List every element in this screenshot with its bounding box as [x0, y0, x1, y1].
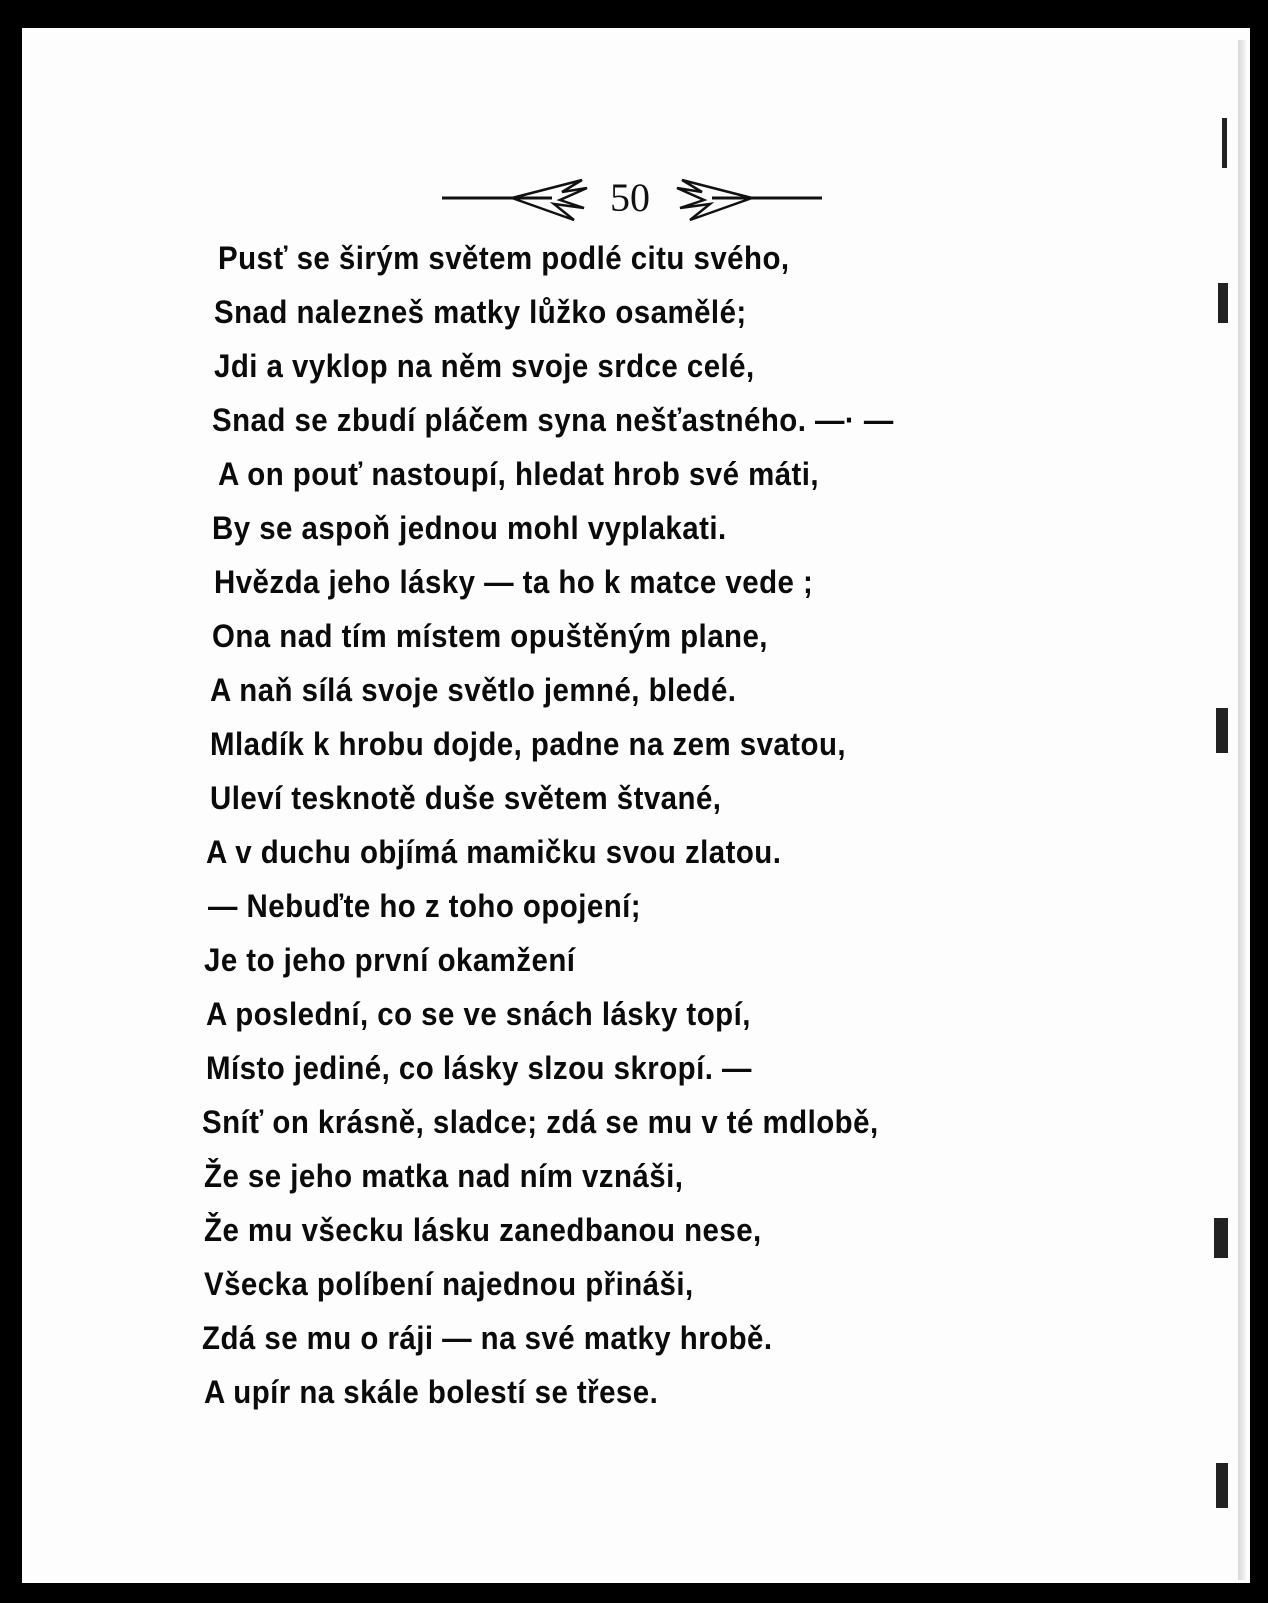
binding-mark	[1218, 283, 1228, 323]
paper-sheet	[22, 28, 1250, 1583]
poem-line: Snad se zbudí pláčem syna nešťastného. —· —	[212, 402, 894, 438]
poem-line: Snad nalezneš matky lůžko osamělé;	[214, 294, 747, 330]
poem-body	[22, 28, 1250, 1583]
poem-line: Ona nad tím místem opuštěným plane,	[212, 618, 768, 654]
poem-line: Hvězda jeho lásky — ta ho k matce vede ;	[214, 564, 814, 600]
poem-line: Je to jeho první okamžení	[204, 942, 576, 978]
poem-line: A poslední, co se ve snách lásky topí,	[206, 996, 751, 1032]
poem-line: A naň sílá svoje světlo jemné, bledé.	[210, 672, 737, 708]
poem-line: Zdá se mu o ráji — na své matky hrobě.	[202, 1320, 773, 1356]
binding-mark	[1214, 1218, 1228, 1258]
poem-line: A v duchu objímá mamičku svou zlatou.	[206, 834, 782, 870]
binding-mark	[1222, 118, 1227, 168]
poem-line: Sníť on krásně, sladce; zdá se mu v té mdlobě,	[202, 1104, 879, 1140]
poem-line: — Nebuďte ho z toho opojení;	[208, 888, 642, 924]
poem-line: Všecka políbení najednou přináši,	[204, 1266, 694, 1302]
page-number: 50	[610, 175, 650, 220]
binding-mark	[1216, 708, 1228, 753]
binding-mark	[1216, 1463, 1228, 1508]
page-edge	[1238, 40, 1246, 1580]
poem-line: Jdi a vyklop na něm svoje srdce celé,	[214, 348, 755, 384]
poem-line: Že mu všecku lásku zanedbanou nese,	[204, 1212, 762, 1248]
poem-line: Uleví tesknotě duše světem štvané,	[210, 780, 722, 816]
poem-line: A on pouť nastoupí, hledat hrob své máti,	[218, 456, 820, 492]
poem-line: By se aspoň jednou mohl vyplakati.	[212, 510, 727, 546]
poem-line: Pusť se širým světem podlé citu svého,	[218, 240, 790, 276]
poem-line: Mladík k hrobu dojde, padne na zem svatou,	[210, 726, 847, 762]
poem-line: A upír na skále bolestí se třese.	[204, 1374, 659, 1410]
poem-line: Že se jeho matka nad ním vznáši,	[204, 1158, 684, 1194]
poem-line: Místo jediné, co lásky slzou skropí. —	[206, 1050, 752, 1086]
